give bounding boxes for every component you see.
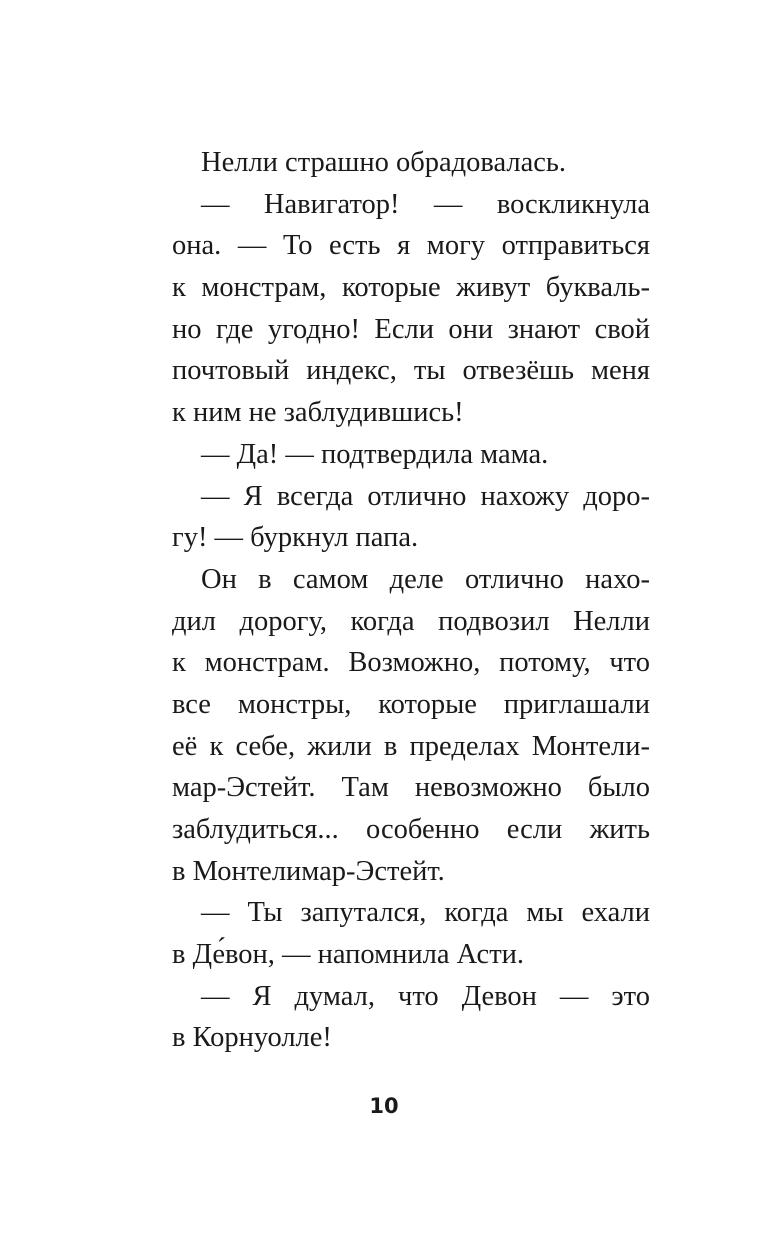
text-line: все монстры, которые приглашали (172, 688, 650, 720)
text-line: — Я думал, что Девон — это (201, 980, 650, 1012)
text-line: — Да! — подтвердила мама. (201, 438, 549, 470)
text-line: в Монтелимар-Эстейт. (172, 855, 445, 887)
text-line: — Я всегда отлично нахожу доро- (201, 480, 650, 512)
text-line: в Де́вон, — напомнила Асти. (172, 939, 525, 971)
page-number: 10 (369, 1094, 399, 1118)
text-line: дил дорогу, когда подвозил Нелли (172, 605, 650, 637)
text-line: Нелли страшно обрадовалась. (201, 147, 567, 178)
text-line: — Навигатор! — воскликнула (201, 188, 650, 220)
text-line: но где угодно! Если они знают свой (172, 313, 650, 345)
text-line: — Ты запутался, когда мы ехали (201, 897, 650, 929)
text-line: к монстрам. Возможно, потому, что (172, 647, 650, 679)
text-line: заблудиться... особенно если жить (172, 814, 650, 845)
text-line: к монстрам, которые живут букваль- (172, 272, 650, 304)
text-line: мар-Эстейт. Там невозможно было (172, 772, 650, 804)
text-line: почтовый индекс, ты отвезёшь меня (172, 355, 650, 387)
text-line: в Корнуолле! (172, 1022, 332, 1054)
text-line: она. — То есть я могу отправиться (172, 230, 650, 262)
body-text (172, 142, 650, 1059)
text-line: гу! — буркнул папа. (172, 522, 419, 554)
text-line: к ним не заблудившись! (172, 397, 464, 429)
text-line: её к себе, жили в пределах Монтели- (172, 730, 650, 762)
text-line: Он в самом деле отлично нахо- (201, 563, 650, 595)
